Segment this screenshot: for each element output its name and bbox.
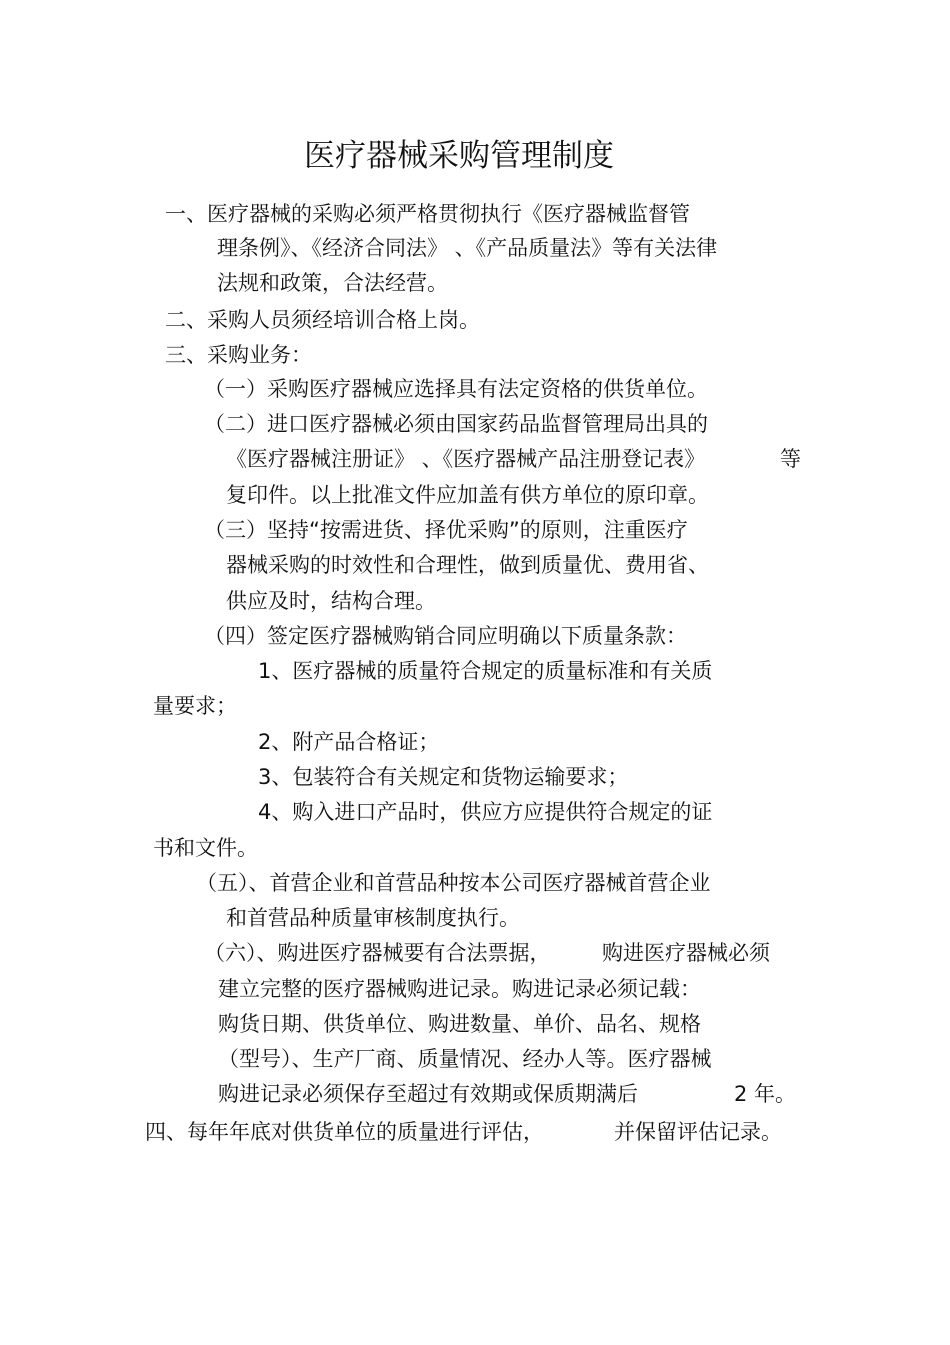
text-line: 2、附产品合格证； — [258, 730, 440, 754]
text-line: 4、购入进口产品时，供应方应提供符合规定的证 — [258, 800, 713, 824]
text-line: 理条例》、《经济合同法》 、《产品质量法》等有关法律 — [217, 236, 718, 260]
text-line: 书和文件。 — [153, 836, 258, 860]
text-line: 购货日期、供货单位、购进数量、单价、品名、规格 — [218, 1012, 701, 1036]
text-line: 1、医疗器械的质量符合规定的质量标准和有关质 — [258, 659, 713, 683]
text-line: 供应及时，结构合理。 — [226, 589, 436, 613]
text-line: 三、采购业务： — [165, 343, 312, 367]
text-line: （五）、首营企业和首营品种按本公司医疗器械首营企业 — [196, 871, 711, 895]
text-line: （二）进口医疗器械必须由国家药品监督管理局出具的 — [204, 412, 708, 436]
text-line: 建立完整的医疗器械购进记录。购进记录必须记载： — [218, 977, 701, 1001]
text-line: 和首营品种质量审核制度执行。 — [226, 906, 520, 930]
text-line: 2 年。 — [734, 1082, 797, 1106]
text-line: 《医疗器械注册证》 、《医疗器械产品注册登记表》 — [226, 447, 706, 471]
text-line: 量要求； — [153, 694, 237, 718]
text-line: 并保留评估记录。 — [614, 1120, 782, 1144]
text-line: （一）采购医疗器械应选择具有法定资格的供货单位。 — [204, 377, 708, 401]
text-line: 一、医疗器械的采购必须严格贯彻执行《医疗器械监督管 — [165, 202, 690, 226]
text-line: 法规和政策，合法经营。 — [217, 271, 448, 295]
text-line: （三）坚持“按需进货、择优采购”的原则，注重医疗 — [204, 518, 688, 542]
document-title: 医疗器械采购管理制度 — [304, 138, 614, 174]
text-line: （型号）、生产厂商、质量情况、经办人等。医疗器械 — [218, 1047, 712, 1071]
text-line: 购进医疗器械必须 — [602, 941, 770, 965]
text-line: 3、包装符合有关规定和货物运输要求； — [258, 765, 629, 789]
text-line: （六）、购进医疗器械要有合法票据， — [204, 941, 551, 965]
text-line: 复印件。以上批准文件应加盖有供方单位的原印章。 — [226, 483, 709, 507]
text-line: 二、采购人员须经培训合格上岗。 — [165, 308, 480, 332]
text-line: （四）签定医疗器械购销合同应明确以下质量条款： — [204, 624, 687, 648]
text-line: 器械采购的时效性和合理性，做到质量优、费用省、 — [226, 553, 709, 577]
text-line: 购进记录必须保存至超过有效期或保质期满后 — [218, 1082, 638, 1106]
text-line: 等 — [780, 447, 801, 471]
text-line: 四、每年年底对供货单位的质量进行评估， — [145, 1120, 544, 1144]
